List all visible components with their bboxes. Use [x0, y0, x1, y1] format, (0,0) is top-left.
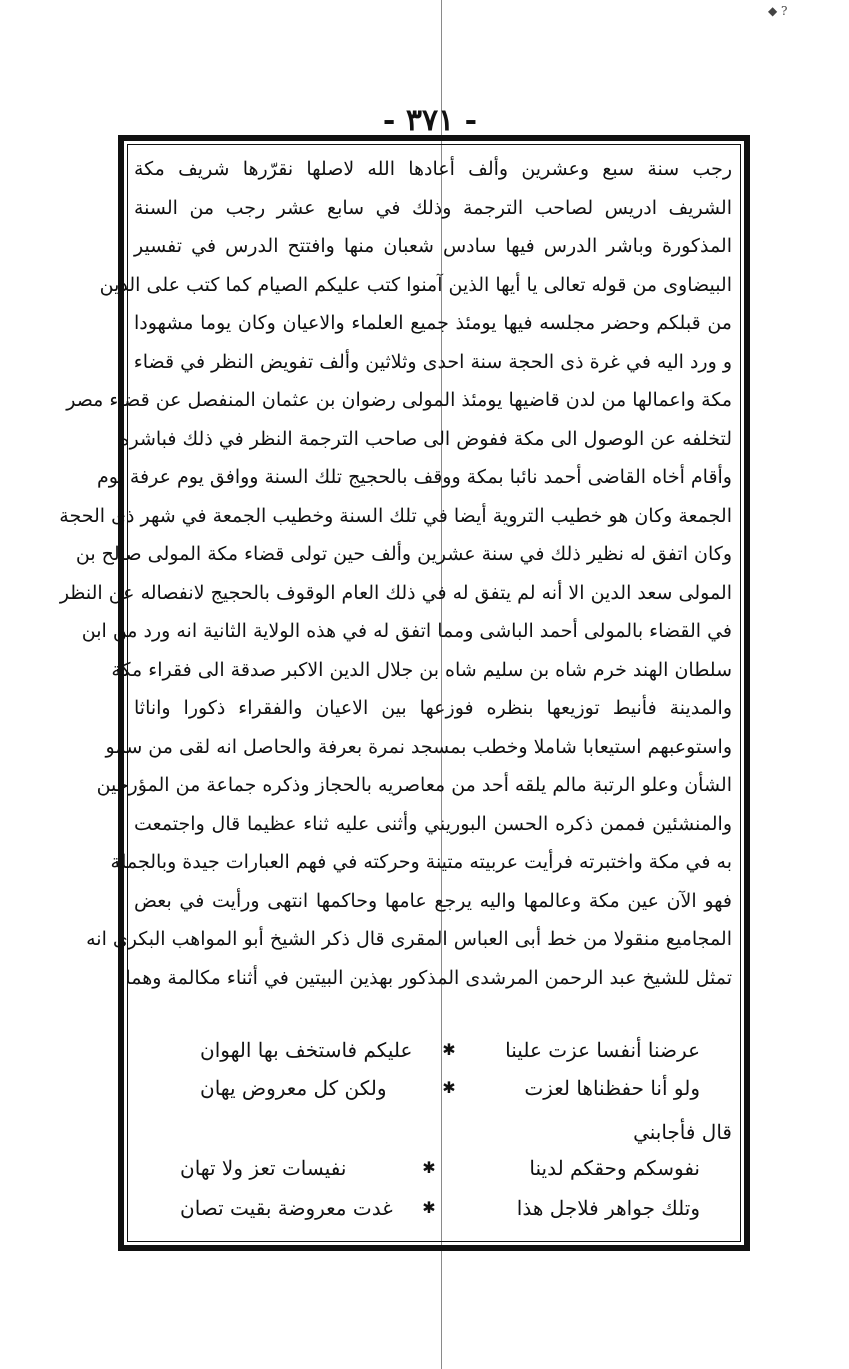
prose-line: سلطان الهند خرم شاه بن سليم شاه بن جلال الدين الاكبر صدقة الى فقراء مكة	[111, 658, 732, 681]
prose-line: مكة واعمالها من لدن قاضيها يومئذ المولى رضوان بن عثمان المنفصل عن قضاء مصر	[66, 389, 732, 411]
verse-hemistich-second: نفيسات تعز ولا تهان	[180, 1156, 347, 1180]
prose-line: المجاميع منقولا من خط أبى العباس المقرى قال ذكر الشيخ أبو المواهب البكرى انه	[86, 928, 732, 950]
prose-line: لتخلفه عن الوصول الى مكة ففوض الى صاحب الترجمة النظر في ذلك فباشره	[119, 427, 732, 450]
prose-line: البيضاوى من قوله تعالى يا أيها الذين آمنوا كتب عليكم الصيام كما كتب على الذين	[99, 273, 732, 296]
prose-line: واستوعبهم استيعابا شاملا وخطب بمسجد نمرة بعرفة والحاصل انه لقى من سمو	[105, 735, 732, 758]
verse-separator-star: ✱	[422, 1158, 436, 1177]
prose-body	[59, 150, 732, 997]
prose-line: الشأن وعلو الرتبة مالم يلقه أحد من معاصريه بالحجاز وذكره جماعة من المؤرخين	[96, 774, 732, 796]
prose-line: المولى سعد الدين الا أنه لم يتفق له في ذلك العام الوقوف بالحجيج لانفصاله عن النظر	[59, 581, 732, 604]
prose-line: رجب سنة سبع وعشرين وألف أعادها الله لاصلها نقرّرها شريف مكة	[134, 158, 732, 180]
prose-line: والمنشئين فممن ذكره الحسن البوريني وأثنى عليه ثناء عظيما قال واجتمعت	[134, 812, 732, 835]
prose-line: في القضاء بالمولى أحمد الباشى ومما اتفق له في هذه الولاية الثانية انه ورد من ابن	[81, 620, 732, 642]
verse-line	[200, 1068, 700, 1108]
verse-line	[180, 1188, 700, 1228]
prose-line: الشريف ادريس لصاحب الترجمة وذلك في سابع عشر رجب من السنة	[134, 196, 732, 219]
prose-line: من قبلكم وحضر مجلسه فيها يومئذ جميع العلماء والاعيان وكان يوما مشهودا	[134, 312, 732, 334]
verse-hemistich-first: ولو أنا حفظناها لعزت	[524, 1076, 700, 1100]
prose-line: وكان اتفق له نظير ذلك في سنة عشرين وألف حين تولى قضاء مكة المولى صالح بن	[75, 543, 732, 565]
verse-separator-star: ✱	[442, 1078, 456, 1097]
prose-line: وأقام أخاه القاضى أحمد نائبا بمكة ووقف بالحجيج تلك السنة ووافق يوم عرفة يوم	[96, 466, 732, 488]
verse-line	[180, 1148, 700, 1188]
prose-line: تمثل للشيخ عبد الرحمن المرشدى المذكور بهذين البيتين في أثناء مكالمة وهما	[125, 966, 732, 989]
verse-hemistich-first: عرضنا أنفسا عزت علينا	[505, 1038, 700, 1062]
corner-ink-mark: ◆ ?	[768, 4, 788, 18]
verse-hemistich-second: ولكن كل معروض يهان	[200, 1076, 387, 1100]
prose-line: الجمعة وكان هو خطيب التروية أيضا في تلك السنة وخطيب الجمعة في شهر ذى الحجة	[59, 504, 732, 527]
prose-line: به في مكة واختبرته فرأيت عربيته متينة وحركته في فهم العبارات جيدة وبالجملة	[110, 851, 732, 873]
prose-line: المذكورة وباشر الدرس فيها سادس شعبان منها وافتتح الدرس في تفسير	[134, 235, 732, 257]
prose-line: فهو الآن عين مكة وعالمها واليه يرجع عامها وحاكمها انتهى ورأيت في بعض	[134, 889, 732, 912]
verse-hemistich-second: عليكم فاستخف بها الهوان	[200, 1038, 413, 1062]
prose-line: و ورد اليه في غرة ذى الحجة سنة احدى وثلاثين وألف تفويض النظر في قضاء	[133, 350, 732, 373]
qala-line: قال فأجابني	[633, 1120, 732, 1144]
page-number: - ٣٧١ -	[382, 103, 478, 138]
verse-line	[200, 1030, 700, 1070]
verse-hemistich-first: وتلك جواهر فلاجل هذا	[516, 1196, 700, 1220]
verse-hemistich-first: نفوسكم وحقكم لدينا	[529, 1156, 700, 1180]
verse-separator-star: ✱	[442, 1040, 456, 1059]
verse-hemistich-second: غدت معروضة بقيت تصان	[180, 1196, 393, 1220]
verse-separator-star: ✱	[422, 1198, 436, 1217]
prose-line: والمدينة فأنيط توزيعها بنظره فوزعها بين الاعيان والفقراء ذكورا واناثا	[134, 697, 732, 719]
